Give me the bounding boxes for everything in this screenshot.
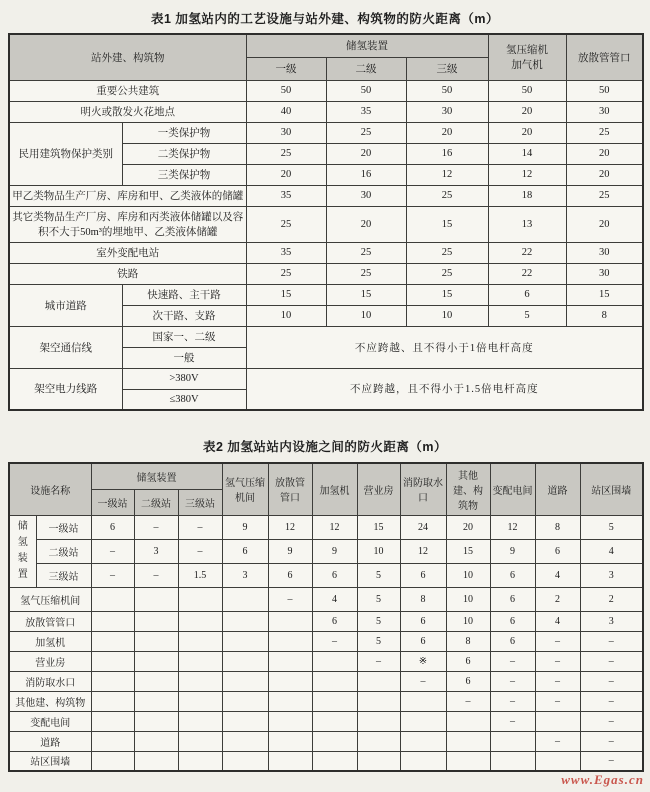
column-header-vent-pipe: 放散管管口 [268,463,312,515]
value-cell [268,631,312,651]
value-cell: 18 [488,185,566,206]
row-label: 道路 [9,731,91,751]
value-cell: 30 [246,122,326,143]
value-cell [134,751,178,771]
table-row [9,515,643,539]
value-cell: 2 [580,587,643,611]
value-cell: 12 [400,539,446,563]
row-label: 营业房 [9,651,91,671]
value-cell: 15 [326,284,406,305]
value-cell: – [535,691,580,711]
value-cell: – [91,563,134,587]
value-cell: 9 [490,539,535,563]
value-cell [446,731,490,751]
value-cell: 3 [580,611,643,631]
value-cell: – [490,711,535,731]
value-cell: – [357,651,400,671]
value-cell: 6 [400,611,446,631]
value-cell: 25 [246,143,326,164]
value-cell: 30 [566,242,643,263]
value-cell: 12 [490,515,535,539]
value-cell: 10 [246,305,326,326]
value-cell: 8 [566,305,643,326]
value-cell [357,671,400,691]
column-header-transformer-room: 变配电间 [490,463,535,515]
column-header-facility-name: 设施名称 [9,463,91,515]
column-header-level2: 二级 [326,57,406,80]
value-cell: 16 [326,164,406,185]
table-row [9,122,643,143]
value-cell: 25 [566,122,643,143]
row-label: 变配电间 [9,711,91,731]
value-cell: – [178,539,222,563]
value-cell [222,691,268,711]
column-header-level1: 一级 [246,57,326,80]
value-cell: 9 [222,515,268,539]
value-cell: – [535,731,580,751]
value-cell: 6 [488,284,566,305]
value-cell: 15 [446,539,490,563]
value-cell [178,651,222,671]
table2-fire-distance-inside [8,462,644,772]
column-header-other-structures: 其他建、构筑物 [446,463,490,515]
value-cell: 15 [406,206,488,242]
value-cell: 6 [400,563,446,587]
value-cell [222,711,268,731]
row-label: 室外变配电站 [9,242,246,263]
value-cell [490,731,535,751]
value-cell [312,711,357,731]
value-cell [312,691,357,711]
value-cell: 20 [566,164,643,185]
value-cell [91,671,134,691]
value-cell: 12 [312,515,357,539]
value-cell [91,731,134,751]
value-cell: – [446,691,490,711]
value-cell: 35 [326,101,406,122]
column-header-compressor-room: 氢气压缩机间 [222,463,268,515]
note-cell: 不应跨越，且不得小于1.5倍电杆高度 [246,368,643,410]
value-cell: – [580,731,643,751]
value-cell: 25 [406,185,488,206]
row-label: 一级站 [36,515,91,539]
value-cell: – [580,631,643,651]
value-cell: – [490,651,535,671]
value-cell: 20 [488,101,566,122]
value-cell [222,751,268,771]
row-sublabel: 一般 [122,347,246,368]
value-cell: – [535,671,580,691]
value-cell: – [134,515,178,539]
table-row [9,539,643,563]
value-cell [91,631,134,651]
value-cell: 4 [580,539,643,563]
value-cell: – [178,515,222,539]
value-cell: 4 [535,563,580,587]
table2-title: 表2 加氢站站内设施之间的防火距离（m） [202,440,448,454]
value-cell [490,751,535,771]
value-cell: 6 [400,631,446,651]
row-label: 其他建、构筑物 [9,691,91,711]
value-cell: 13 [488,206,566,242]
value-cell [134,611,178,631]
value-cell [178,731,222,751]
table-row [9,80,643,101]
value-cell [134,691,178,711]
row-label: 站区围墙 [9,751,91,771]
column-header-outside-structures: 站外建、构筑物 [9,34,246,80]
value-cell [357,751,400,771]
row-sublabel: 快速路、主干路 [122,284,246,305]
column-header-station-wall: 站区围墙 [580,463,643,515]
value-cell [222,671,268,691]
value-cell [91,711,134,731]
value-cell [91,691,134,711]
value-cell [446,711,490,731]
table-row [9,284,643,305]
value-cell: 25 [246,263,326,284]
table-row [9,563,643,587]
value-cell: 25 [406,242,488,263]
value-cell: 6 [312,611,357,631]
value-cell [268,711,312,731]
value-cell: – [490,691,535,711]
row-label: 二级站 [36,539,91,563]
value-cell: 30 [566,263,643,284]
row-label: 氢气压缩机间 [9,587,91,611]
value-cell [134,671,178,691]
value-cell [178,631,222,651]
value-cell: 8 [400,587,446,611]
table-row [9,611,643,631]
compressor-label-line1: 氢压缩机 [506,45,549,57]
value-cell: 20 [566,206,643,242]
row-label: 加氢机 [9,631,91,651]
table-row [9,206,643,242]
value-cell: 20 [326,206,406,242]
value-cell [357,711,400,731]
value-cell: – [580,751,643,771]
value-cell [268,691,312,711]
column-header-level3: 三级 [406,57,488,80]
site-watermark: www.Egas.cn [561,772,644,787]
table-row [9,263,643,284]
value-cell: – [134,563,178,587]
value-cell [134,631,178,651]
value-cell: 5 [357,563,400,587]
value-cell: 6 [446,651,490,671]
value-cell [134,711,178,731]
value-cell [400,711,446,731]
value-cell: 20 [246,164,326,185]
table-row [9,671,643,691]
value-cell [178,671,222,691]
row-sublabel: >380V [122,368,246,389]
row-group-label: 城市道路 [9,284,122,326]
value-cell [178,751,222,771]
value-cell: 6 [535,539,580,563]
column-header-level3-station: 三级站 [178,489,222,515]
value-cell [268,671,312,691]
value-cell: 6 [222,539,268,563]
value-cell: 15 [566,284,643,305]
value-cell: 6 [312,563,357,587]
row-sublabel: 三类保护物 [122,164,246,185]
row-sublabel: 次干路、支路 [122,305,246,326]
value-cell: 15 [406,284,488,305]
value-cell: – [535,651,580,671]
row-label: 明火或散发火花地点 [9,101,246,122]
value-cell: 8 [446,631,490,651]
value-cell [91,651,134,671]
value-cell [134,587,178,611]
value-cell: – [580,691,643,711]
table-row [9,368,643,389]
value-cell: 10 [406,305,488,326]
value-cell [178,711,222,731]
column-group-hydrogen-storage: 储氢装置 [91,463,222,489]
value-cell [222,731,268,751]
value-cell: 30 [566,101,643,122]
value-cell: 3 [134,539,178,563]
row-sublabel: 国家一、二级 [122,326,246,347]
value-cell: 35 [246,242,326,263]
row-sublabel: ≤380V [122,389,246,410]
value-cell: 5 [580,515,643,539]
value-cell [312,751,357,771]
value-cell: ※ [400,651,446,671]
column-header-dispenser: 加氢机 [312,463,357,515]
value-cell [91,751,134,771]
table-row [9,691,643,711]
row-label: 铁路 [9,263,246,284]
value-cell [535,711,580,731]
row-label: 三级站 [36,563,91,587]
value-cell: 3 [580,563,643,587]
value-cell: 25 [246,206,326,242]
table-row [9,587,643,611]
value-cell: 4 [312,587,357,611]
value-cell: 30 [406,101,488,122]
value-cell: 24 [400,515,446,539]
value-cell: 6 [446,671,490,691]
value-cell: 20 [326,143,406,164]
row-group-label: 架空电力线路 [9,368,122,410]
row-sublabel: 一类保护物 [122,122,246,143]
value-cell: 3 [222,563,268,587]
value-cell: 6 [268,563,312,587]
row-group-label-storage: 储氢装置 [9,515,36,587]
value-cell: 15 [357,515,400,539]
value-cell: 22 [488,242,566,263]
value-cell: 5 [357,587,400,611]
value-cell: 15 [246,284,326,305]
value-cell [134,651,178,671]
value-cell: 6 [490,611,535,631]
table-row [9,751,643,771]
value-cell: 6 [490,563,535,587]
value-cell [134,731,178,751]
value-cell [178,691,222,711]
value-cell: 50 [488,80,566,101]
value-cell [222,611,268,631]
value-cell: 5 [488,305,566,326]
value-cell: 50 [326,80,406,101]
value-cell: – [91,539,134,563]
table-row [9,711,643,731]
column-header-fire-water-intake: 消防取水口 [400,463,446,515]
value-cell: 6 [490,631,535,651]
value-cell: 6 [490,587,535,611]
value-cell [222,631,268,651]
value-cell: 4 [535,611,580,631]
column-header-vent-pipe: 放散管管口 [566,34,643,80]
row-label: 放散管管口 [9,611,91,631]
value-cell: 12 [268,515,312,539]
table1-fire-distance-outside [8,33,644,411]
value-cell [535,751,580,771]
value-cell: 10 [446,587,490,611]
value-cell [91,611,134,631]
value-cell: 14 [488,143,566,164]
column-group-hydrogen-storage: 储氢装置 [246,34,488,57]
value-cell: 2 [535,587,580,611]
value-cell: 6 [91,515,134,539]
column-header-business-room: 营业房 [357,463,400,515]
value-cell: 10 [357,539,400,563]
row-label: 消防取水口 [9,671,91,691]
value-cell: 10 [326,305,406,326]
value-cell [312,651,357,671]
value-cell [268,731,312,751]
value-cell [446,751,490,771]
value-cell: 20 [406,122,488,143]
value-cell [222,651,268,671]
value-cell [268,651,312,671]
value-cell [400,751,446,771]
value-cell: 8 [535,515,580,539]
row-label: 其它类物品生产厂房、库房和丙类液体储罐以及容积不大于50m³的埋地甲、乙类液体储罐 [9,206,246,242]
value-cell: 16 [406,143,488,164]
row-label: 甲乙类物品生产厂房、库房和甲、乙类液体的储罐 [9,185,246,206]
value-cell: – [400,671,446,691]
value-cell [268,611,312,631]
table-row [9,242,643,263]
value-cell: – [580,651,643,671]
value-cell [178,611,222,631]
value-cell [400,691,446,711]
value-cell: 20 [488,122,566,143]
value-cell: 25 [326,263,406,284]
table1-title: 表1 加氢站内的工艺设施与站外建、构筑物的防火距离（m） [150,12,500,26]
value-cell [357,731,400,751]
table-row [9,631,643,651]
value-cell: 20 [566,143,643,164]
column-header-level1-station: 一级站 [91,489,134,515]
value-cell: – [312,631,357,651]
row-sublabel: 二类保护物 [122,143,246,164]
row-group-label: 架空通信线 [9,326,122,368]
value-cell: – [580,671,643,691]
value-cell: 5 [357,611,400,631]
value-cell: 30 [326,185,406,206]
value-cell: 50 [566,80,643,101]
column-header-level2-station: 二级站 [134,489,178,515]
value-cell [268,751,312,771]
table-row [9,651,643,671]
value-cell [400,731,446,751]
value-cell [178,587,222,611]
column-header-compressor-dispenser [488,34,566,80]
table-row [9,101,643,122]
value-cell: 5 [357,631,400,651]
value-cell: 10 [446,563,490,587]
compressor-label-line2: 加气机 [511,60,543,72]
value-cell: 12 [488,164,566,185]
value-cell: 1.5 [178,563,222,587]
value-cell: – [268,587,312,611]
value-cell: 25 [406,263,488,284]
row-group-label: 民用建筑物保护类别 [9,122,122,185]
value-cell: 25 [326,242,406,263]
value-cell: 9 [312,539,357,563]
note-cell: 不应跨越、且不得小于1倍电杆高度 [246,326,643,368]
table-row [9,731,643,751]
value-cell: 9 [268,539,312,563]
value-cell: 50 [406,80,488,101]
column-header-road: 道路 [535,463,580,515]
value-cell: 25 [566,185,643,206]
value-cell [91,587,134,611]
value-cell: – [490,671,535,691]
table-row [9,185,643,206]
value-cell: – [535,631,580,651]
value-cell: 25 [326,122,406,143]
value-cell [312,731,357,751]
row-label: 重要公共建筑 [9,80,246,101]
value-cell: 12 [406,164,488,185]
table-row [9,326,643,347]
value-cell: 20 [446,515,490,539]
value-cell [312,671,357,691]
value-cell: 40 [246,101,326,122]
value-cell: 22 [488,263,566,284]
value-cell: 35 [246,185,326,206]
value-cell: 50 [246,80,326,101]
value-cell [222,587,268,611]
value-cell [357,691,400,711]
value-cell: 10 [446,611,490,631]
value-cell: – [580,711,643,731]
